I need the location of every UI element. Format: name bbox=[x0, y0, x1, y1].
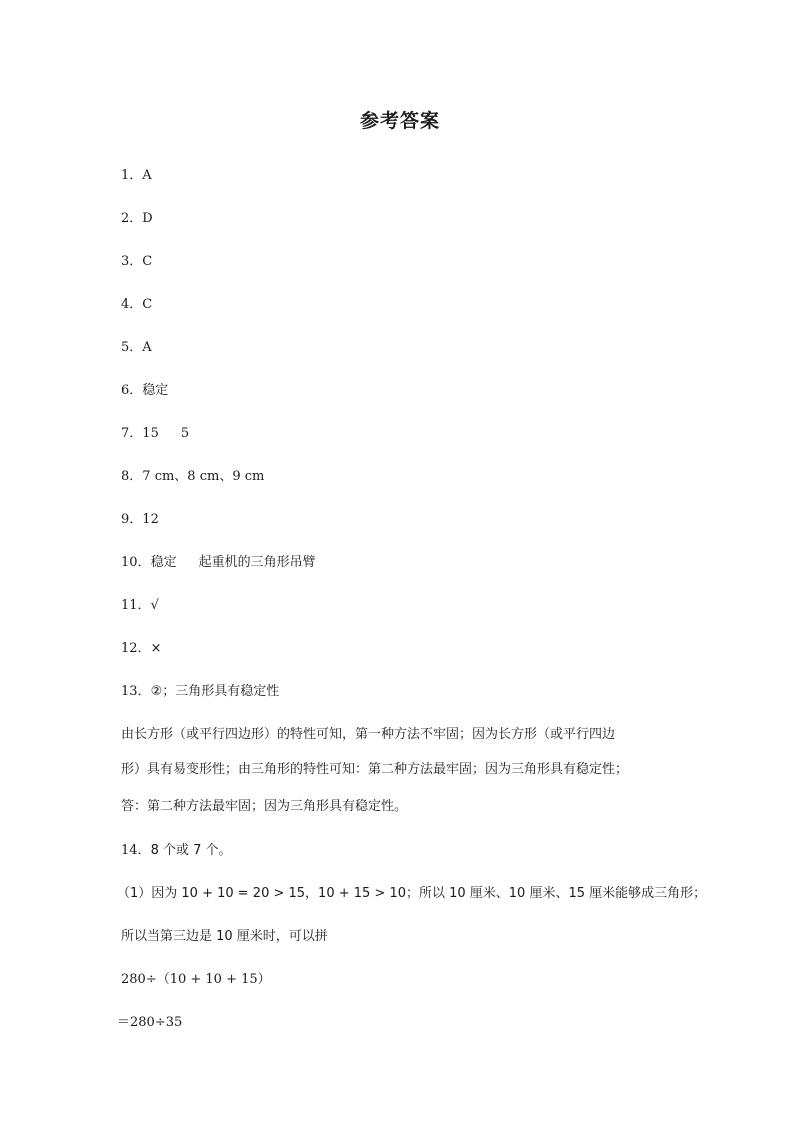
answer-number: 7 bbox=[121, 426, 130, 441]
explanation-13-line-2: 形）具有易变形性；由三角形的特性可知：第二种方法最牢固；因为三角形具有稳定性； bbox=[121, 762, 629, 777]
answer-separator: ． bbox=[129, 211, 143, 226]
answer-number: 3 bbox=[121, 254, 130, 269]
answer-2 bbox=[121, 209, 153, 229]
answer-9 bbox=[121, 510, 159, 530]
answer-number: 11 bbox=[121, 598, 138, 613]
answer-separator: ． bbox=[137, 684, 151, 699]
answer-number: 14 bbox=[121, 843, 138, 858]
answer-3 bbox=[121, 252, 152, 272]
answer-text: × bbox=[150, 641, 162, 656]
answer-4 bbox=[121, 295, 152, 315]
answer-text: 7 cm、8 cm、9 cm bbox=[142, 469, 265, 484]
answer-number: 6 bbox=[121, 383, 130, 398]
answer-text-2: 5 bbox=[180, 426, 190, 441]
answer-text: A bbox=[142, 340, 152, 355]
answer-separator: ． bbox=[129, 426, 143, 441]
answer-separator: ． bbox=[129, 383, 143, 398]
answer-text: 12 bbox=[142, 512, 159, 527]
answer-number: 12 bbox=[121, 641, 138, 656]
explanation-14-line-2: 所以当第三边是 10 厘米时，可以拼 bbox=[121, 929, 328, 944]
explanation-13-line-3: 答：第二种方法最牢固；因为三角形具有稳定性。 bbox=[121, 799, 408, 814]
answer-number: 5 bbox=[121, 340, 130, 355]
answer-10 bbox=[121, 553, 316, 573]
answer-number: 9 bbox=[121, 512, 130, 527]
answer-text: D bbox=[142, 211, 153, 226]
answer-text: C bbox=[142, 254, 153, 269]
answer-text: 15 bbox=[142, 426, 159, 441]
answer-5 bbox=[121, 338, 152, 358]
answer-6 bbox=[121, 381, 168, 401]
answer-number: 10 bbox=[121, 555, 138, 570]
answer-text: ②；三角形具有稳定性 bbox=[150, 684, 280, 699]
answer-separator: ． bbox=[137, 598, 151, 613]
answer-text: 稳定 bbox=[150, 555, 177, 570]
answer-text: A bbox=[142, 168, 152, 183]
answer-separator: ． bbox=[137, 641, 151, 656]
answer-separator: ． bbox=[129, 512, 143, 527]
answer-number: 1 bbox=[121, 168, 130, 183]
answer-number: 2 bbox=[121, 211, 130, 226]
answer-separator: ． bbox=[129, 254, 143, 269]
answer-separator: ． bbox=[129, 168, 143, 183]
explanation-14-line-4: ＝280÷35 bbox=[117, 1015, 183, 1030]
answer-8 bbox=[121, 467, 264, 487]
explanation-14-line-1: （1）因为 10 + 10 = 20 > 15，10 + 15 > 10；所以 10 厘米、10 厘米、15 厘米能够成三角形； bbox=[117, 886, 707, 901]
explanation-14-line-3: 280÷（10 + 10 + 15） bbox=[121, 972, 271, 987]
answer-13 bbox=[121, 682, 279, 702]
answer-1 bbox=[121, 166, 152, 186]
answer-text: 稳定 bbox=[142, 383, 169, 398]
answer-separator: ． bbox=[129, 340, 143, 355]
answer-separator: ． bbox=[129, 297, 143, 312]
answer-number: 8 bbox=[121, 469, 130, 484]
answer-number: 13 bbox=[121, 684, 138, 699]
answer-number: 4 bbox=[121, 297, 130, 312]
answer-text: C bbox=[142, 297, 153, 312]
answer-separator: ． bbox=[137, 843, 151, 858]
answer-11 bbox=[121, 596, 159, 616]
answer-12 bbox=[121, 639, 161, 659]
answer-14 bbox=[121, 841, 232, 861]
answer-text: 8 个或 7 个。 bbox=[150, 843, 232, 858]
page-title: 参考答案 bbox=[359, 110, 440, 132]
answer-text: √ bbox=[150, 598, 159, 613]
explanation-13-line-1: 由长方形（或平行四边形）的特性可知，第一种方法不牢固；因为长方形（或平行四边 bbox=[121, 727, 616, 742]
answer-separator: ． bbox=[137, 555, 151, 570]
answer-text-2: 起重机的三角形吊臂 bbox=[198, 555, 316, 570]
answer-7 bbox=[121, 424, 189, 444]
answer-separator: ． bbox=[129, 469, 143, 484]
